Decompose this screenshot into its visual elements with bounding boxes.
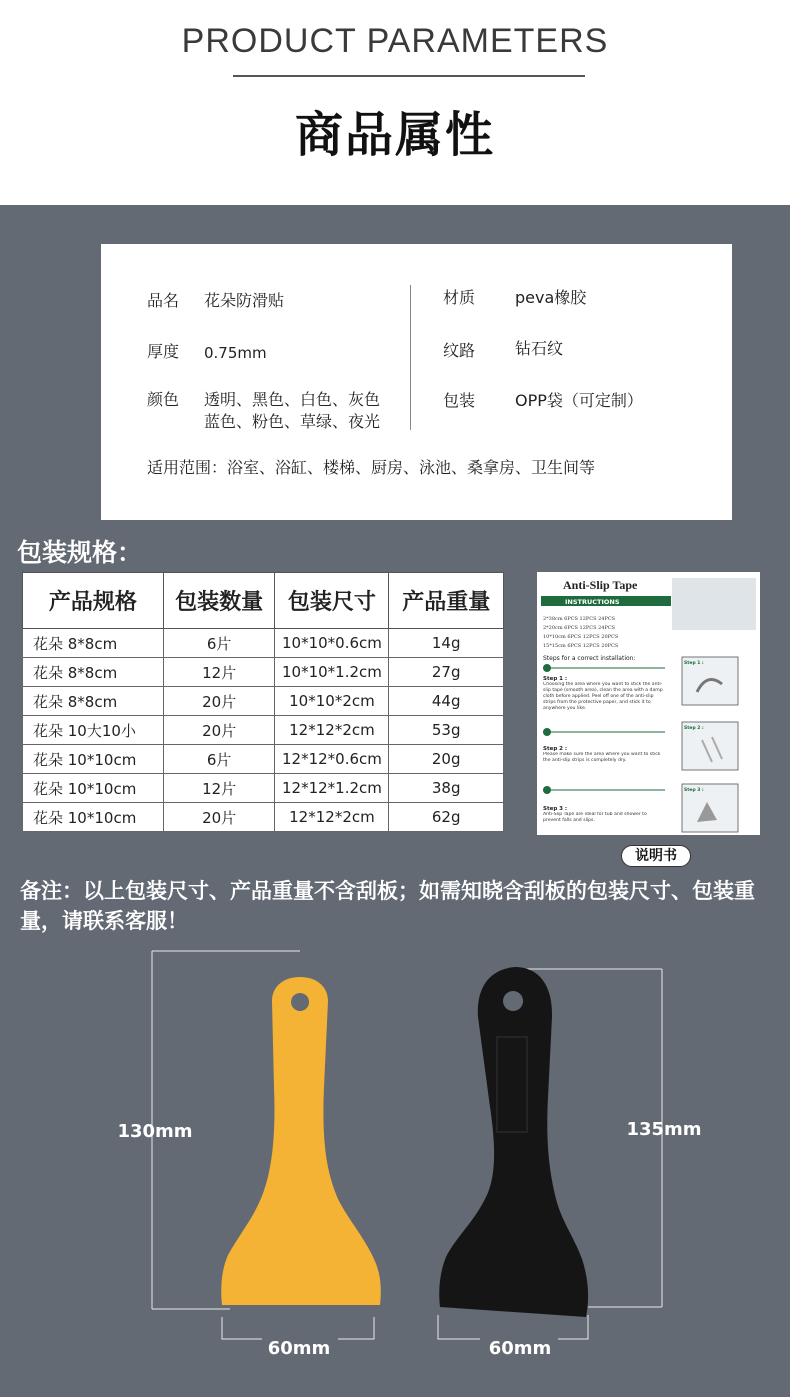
cell-weight: 14g: [389, 629, 504, 658]
instruction-manual-image: [537, 572, 760, 835]
cell-weight: 38g: [389, 774, 504, 803]
cell-weight: 27g: [389, 658, 504, 687]
col-header-weight: 产品重量: [389, 573, 504, 629]
step3-label: Step 3 :: [543, 806, 568, 812]
table-header-row: [23, 573, 504, 629]
table-row: [23, 774, 504, 803]
material-label: 材质: [443, 288, 476, 307]
texture-value: 钻石纹: [515, 339, 564, 358]
packaging-note: 备注：以上包装尺寸、产品重量不含刮板；如需知晓含刮板的包装尺寸、包装重量，请联系客服！: [20, 879, 755, 933]
english-title: PRODUCT PARAMETERS: [181, 22, 609, 60]
step1-label: Step 1 :: [543, 676, 568, 682]
cell-size: 12*12*0.6cm: [275, 745, 389, 774]
yellow-width-label: 60mm: [267, 1338, 331, 1359]
cell-size: 10*10*0.6cm: [275, 629, 389, 658]
instructions-heading: INSTRUCTIONS: [565, 598, 620, 606]
cell-spec: 花朵 10大10小: [23, 716, 164, 745]
manual-illustration: [537, 572, 760, 835]
cell-quantity: 12片: [163, 658, 275, 687]
manual-title: Anti-Slip Tape: [563, 578, 638, 592]
cell-quantity: 6片: [163, 629, 275, 658]
step1-text: Choosing the area where you want to stick the anti-slip tape (smooth area), clean the area with a damp cloth before applied. Peel off one of the anti-slip strips from the protective paper, and stick it to anywhere you like.: [543, 682, 663, 711]
cell-spec: 花朵 8*8cm: [23, 687, 164, 716]
title-divider: [233, 75, 585, 77]
chinese-title: 商品属性: [294, 107, 495, 163]
header-section: [0, 0, 790, 205]
thickness-label: 厚度: [147, 342, 180, 361]
table-row: [23, 745, 504, 774]
cell-size: 12*12*2cm: [275, 716, 389, 745]
package-value: OPP袋（可定制）: [515, 391, 643, 410]
cell-quantity: 20片: [163, 716, 275, 745]
cell-spec: 花朵 10*10cm: [23, 803, 164, 832]
cell-weight: 53g: [389, 716, 504, 745]
size-row: 2*20cm 6PCS 12PCS 24PCS: [543, 625, 616, 631]
steps-heading: Steps for a correct installation:: [543, 655, 636, 662]
cell-size: 12*12*2cm: [275, 803, 389, 832]
col-header-size: 包装尺寸: [275, 573, 389, 629]
step2-marker: [543, 728, 551, 736]
cell-quantity: 20片: [163, 803, 275, 832]
size-row: 10*10cm 6PCS 12PCS 20PCS: [543, 634, 619, 640]
cell-quantity: 20片: [163, 687, 275, 716]
side-step2-label: Step 2 :: [684, 726, 704, 731]
material-value: peva橡胶: [515, 288, 587, 307]
step2-text: Please make sure the area where you want to stick the anti-slip strips is completely dry.: [543, 752, 661, 763]
table-row: [23, 716, 504, 745]
step1-marker: [543, 664, 551, 672]
name-label: 品名: [147, 291, 180, 310]
black-scraper: [439, 967, 588, 1317]
texture-label: 纹路: [443, 341, 476, 360]
black-height-label: 135mm: [626, 1119, 702, 1140]
cell-quantity: 12片: [163, 774, 275, 803]
package-label: 包装: [443, 391, 476, 410]
cell-size: 12*12*1.2cm: [275, 774, 389, 803]
side-step3-label: Step 3 :: [684, 788, 704, 793]
thickness-value: 0.75mm: [204, 344, 267, 362]
side-step1-label: Step 1 :: [684, 661, 704, 666]
col-header-spec: 产品规格: [23, 573, 164, 629]
cell-weight: 44g: [389, 687, 504, 716]
name-value: 花朵防滑贴: [204, 291, 285, 310]
color-value-line1: 透明、黑色、白色、灰色: [204, 390, 381, 409]
packaging-title: 包装规格：: [17, 538, 143, 567]
usage-scope: 适用范围：浴室、浴缸、楼梯、厨房、泳池、桑拿房、卫生间等: [147, 458, 596, 477]
table-row: [23, 803, 504, 832]
manual-caption: 说明书: [621, 845, 691, 867]
size-row: 2*38cm 6PCS 12PCS 24PCS: [543, 616, 616, 622]
cell-spec: 花朵 10*10cm: [23, 745, 164, 774]
cell-size: 10*10*1.2cm: [275, 658, 389, 687]
scrapers-illustration: [0, 937, 790, 1397]
black-width-label: 60mm: [488, 1338, 552, 1359]
manual-photo: [672, 578, 756, 630]
col-header-quantity: 包装数量: [163, 573, 275, 629]
cell-weight: 20g: [389, 745, 504, 774]
step3-marker: [543, 786, 551, 794]
yellow-scraper: [221, 977, 381, 1305]
yellow-height-label: 130mm: [117, 1121, 193, 1142]
cell-size: 10*10*2cm: [275, 687, 389, 716]
cell-spec: 花朵 10*10cm: [23, 774, 164, 803]
table-row: [23, 629, 504, 658]
cell-quantity: 6片: [163, 745, 275, 774]
color-label: 颜色: [147, 390, 180, 409]
attributes-divider: [410, 285, 411, 430]
color-value-line2: 蓝色、粉色、草绿、夜光: [204, 412, 381, 431]
step3-text: Anti-Slip Tape are ideal for tub and shower to prevent falls and slips.: [543, 812, 647, 823]
cell-spec: 花朵 8*8cm: [23, 658, 164, 687]
size-row: 15*15cm 6PCS 12PCS 20PCS: [543, 643, 619, 649]
step2-label: Step 2 :: [543, 746, 568, 752]
table-row: [23, 687, 504, 716]
table-row: [23, 658, 504, 687]
packaging-table: [22, 572, 504, 832]
cell-spec: 花朵 8*8cm: [23, 629, 164, 658]
cell-weight: 62g: [389, 803, 504, 832]
